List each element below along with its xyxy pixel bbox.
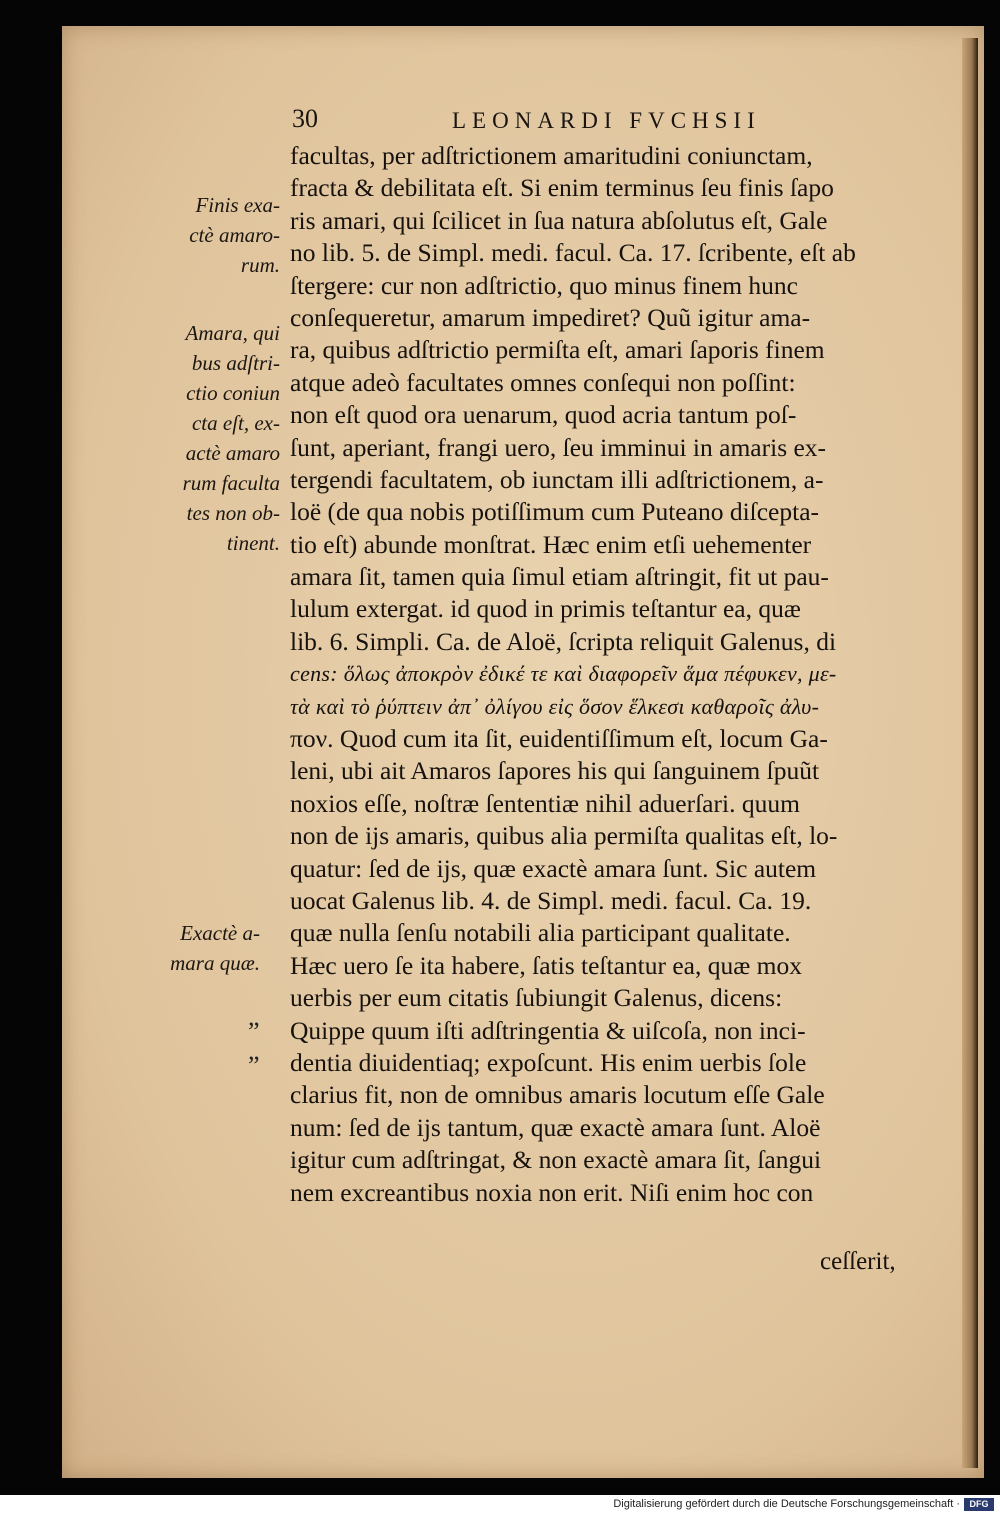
marginal-note (150, 318, 280, 558)
marginal-note-line: Finis exa- (195, 193, 280, 217)
text-line: nem excreantibus noxia non erit. Niſi enim hoc con (290, 1177, 814, 1207)
running-title: LEONARDI FVCHSII (452, 108, 761, 133)
marginal-note-line: tes non ob- (186, 501, 280, 525)
text-line: facultas, per adſtrictionem amaritudini coniunctam, (290, 141, 813, 170)
marginal-note-line: Exactè a- (180, 921, 260, 945)
text-line: fracta & debilitata eſt. Si enim terminus ſeu finis ſapo (290, 173, 834, 203)
marginal-note-line: bus adſtri- (191, 351, 280, 375)
marginal-note-line: mara quæ. (170, 951, 260, 975)
page-edge (962, 38, 978, 1468)
text-line: clarius fit, non de omnibus amaris locutum eſſe Gale (290, 1080, 825, 1110)
text-line: dentia diuidentiaq; expoſcunt. His enim uerbis ſole (290, 1047, 807, 1077)
marginal-note-line: tinent. (226, 531, 280, 555)
text-line: πον. Quod cum ita ſit, euidentiſſimum eſt, locum Ga- (290, 724, 828, 754)
text-line: tergendi facultatem, ob iunctam illi adſtrictionem, a- (290, 464, 824, 494)
greek-quote-line: τὰ καὶ τὸ ῥύπτειν ἀπ᾽ ὀλίγου εἰς ὅσον ἕλκεσι καθαροῖς ἀλυ- (290, 693, 820, 719)
text-line: atque adeò facultates omnes conſequi non poſſint: (290, 367, 796, 397)
marginal-note-line: Amara, qui (185, 321, 280, 345)
marginal-note-line: rum faculta (182, 471, 280, 495)
text-line: tio eſt) abunde monſtrat. Hæc enim etſi uehementer (290, 529, 812, 559)
text-line: noxios eſſe, noſtræ ſententiæ nihil aduerſari. quum (290, 788, 800, 818)
text-line: non de ijs amaris, quibus alia permiſta qualitas eſt, lo- (290, 821, 838, 851)
text-line: lib. 6. Simpli. Ca. de Aloë, ſcripta reliquit Galenus, di (290, 626, 837, 656)
quotation-mark: „ (248, 1036, 260, 1065)
catchword: ceſſerit, (820, 1248, 896, 1275)
marginal-note-line: ctio coniun (186, 381, 280, 405)
text-line: quæ nulla ſenſu notabili alia participant qualitate. (290, 918, 791, 948)
text-line: conſequeretur, amarum impediret? Quũ igitur ama- (290, 302, 811, 332)
footer-bar (0, 1495, 1000, 1515)
text-line: uocat Galenus lib. 4. de Simpl. medi. facul. Ca. 19. (290, 885, 812, 915)
folio-number: 30 (292, 104, 318, 133)
greek-quote-line: cens: ὅλως ἀποκρὸν ἐδικέ τε καὶ διαφορεῖν ἅμα πέφυκεν, με- (290, 661, 837, 687)
text-line: non eſt quod ora uenarum, quod acria tantum poſ- (290, 400, 797, 430)
text-line: lulum extergat. id quod in primis teſtantur ea, quæ (290, 594, 801, 624)
page-header (292, 104, 932, 140)
marginal-note-line: rum. (240, 253, 280, 277)
text-line: Hæc uero ſe ita habere, ſatis teſtantur ea, quæ mox (290, 950, 802, 980)
text-line: loë (de qua nobis potiſſimum cum Puteano diſcepta- (290, 497, 820, 527)
text-line: igitur cum adſtringat, & non exactè amara ſit, ſangui (290, 1145, 822, 1175)
text-line: Quippe quum iſti adſtringentia & uiſcoſa, non inci- (290, 1015, 806, 1045)
marginal-note (150, 918, 260, 978)
text-line: ris amari, qui ſcilicet in ſua natura abſolutus eſt, Gale (290, 205, 828, 235)
text-line: quatur: ſed de ijs, quæ exactè amara ſunt. Sic autem (290, 853, 817, 883)
body-text (290, 140, 935, 1209)
text-line: ra, quibus adſtrictio permiſta eſt, amari ſaporis finem (290, 335, 825, 365)
marginal-note-line: cta eſt, ex- (191, 411, 280, 435)
marginal-note-line: ctè amaro- (189, 223, 280, 247)
text-line: uerbis per eum citatis ſubiungit Galenus, dicens: (290, 983, 783, 1013)
footer-credit: Digitalisierung gefördert durch die Deutsche Forschungsgemeinschaft · (613, 1498, 960, 1510)
text-line: ſunt, aperiant, frangi uero, ſeu imminui in amaris ex- (290, 432, 827, 462)
dfg-logo: DFG (964, 1498, 994, 1511)
marginal-note (150, 190, 280, 280)
text-line: amara ſit, tamen quia ſimul etiam aſtringit, fit ut pau- (290, 562, 829, 592)
text-line: ſtergere: cur non adſtrictio, quo minus finem hunc (290, 270, 798, 300)
text-line: num: ſed de ijs tantum, quæ exactè amara ſunt. Aloë (290, 1112, 821, 1142)
text-line: no lib. 5. de Simpl. medi. facul. Ca. 17. ſcribente, eſt ab (290, 238, 856, 268)
marginal-note-line: actè amaro (185, 441, 280, 465)
text-line: leni, ubi ait Amaros ſapores his qui ſanguinem ſpuũt (290, 756, 820, 786)
quotation-mark: „ (248, 1002, 260, 1031)
